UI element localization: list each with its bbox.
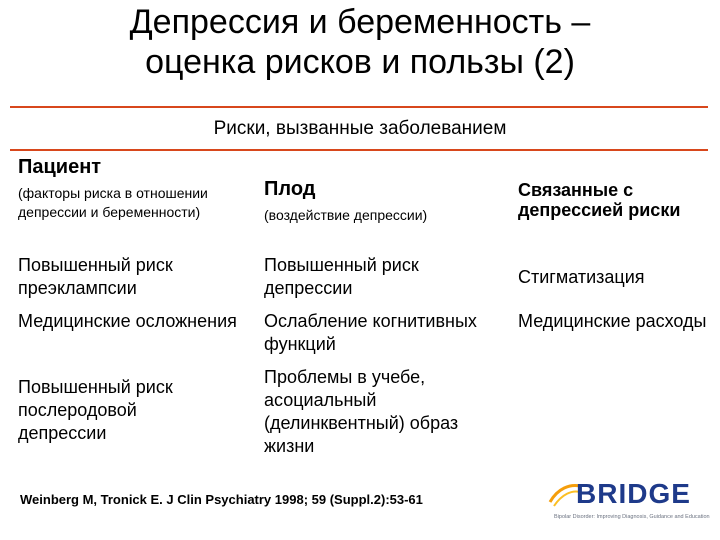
fetus-column-header [264,178,509,225]
section-divider [10,149,708,151]
row-3-patient: Повышенный риск послеродовой депрессии [18,377,173,443]
logo-tagline: Bipolar Disorder: Improving Diagnosis, Guidance and Education [554,514,710,520]
bridge-logo [548,474,708,532]
row-2-depression: Медицинские расходы [518,311,707,331]
patient-column-header [18,156,258,222]
top-divider [10,106,708,108]
row-1-patient: Повышенный риск преэклампсии [18,255,173,298]
fetus-heading-note: (воздействие депрессии) [264,207,428,223]
row-3-fetus: Проблемы в учебе, асоциальный (делинквентный) образ жизни [264,367,459,456]
row-1-depression: Стигматизация [518,267,645,287]
row-2-patient: Медицинские осложнения [18,311,237,331]
section-subtitle: Риски, вызванные заболеванием [213,118,507,139]
patient-heading-note: (факторы риска в отношении депрессии и беременности) [18,185,208,220]
row-2-fetus: Ослабление когнитивных функций [264,311,477,354]
depression-heading: Связанные с депрессией риски [518,180,681,220]
logo-wordmark: BRIDGE [576,478,691,509]
patient-heading: Пациент [18,156,102,178]
fetus-heading: Плод [264,178,316,200]
title-line-2: оценка рисков и пользы (2) [145,43,575,81]
depression-column-header [518,180,713,220]
citation: Weinberg M, Tronick E. J Clin Psychiatry 1998; 59 (Suppl.2):53-61 [20,492,423,507]
title-line-1: Депрессия и беременность – [129,3,591,41]
row-1-fetus: Повышенный риск депрессии [264,255,419,298]
page-title [0,2,720,82]
